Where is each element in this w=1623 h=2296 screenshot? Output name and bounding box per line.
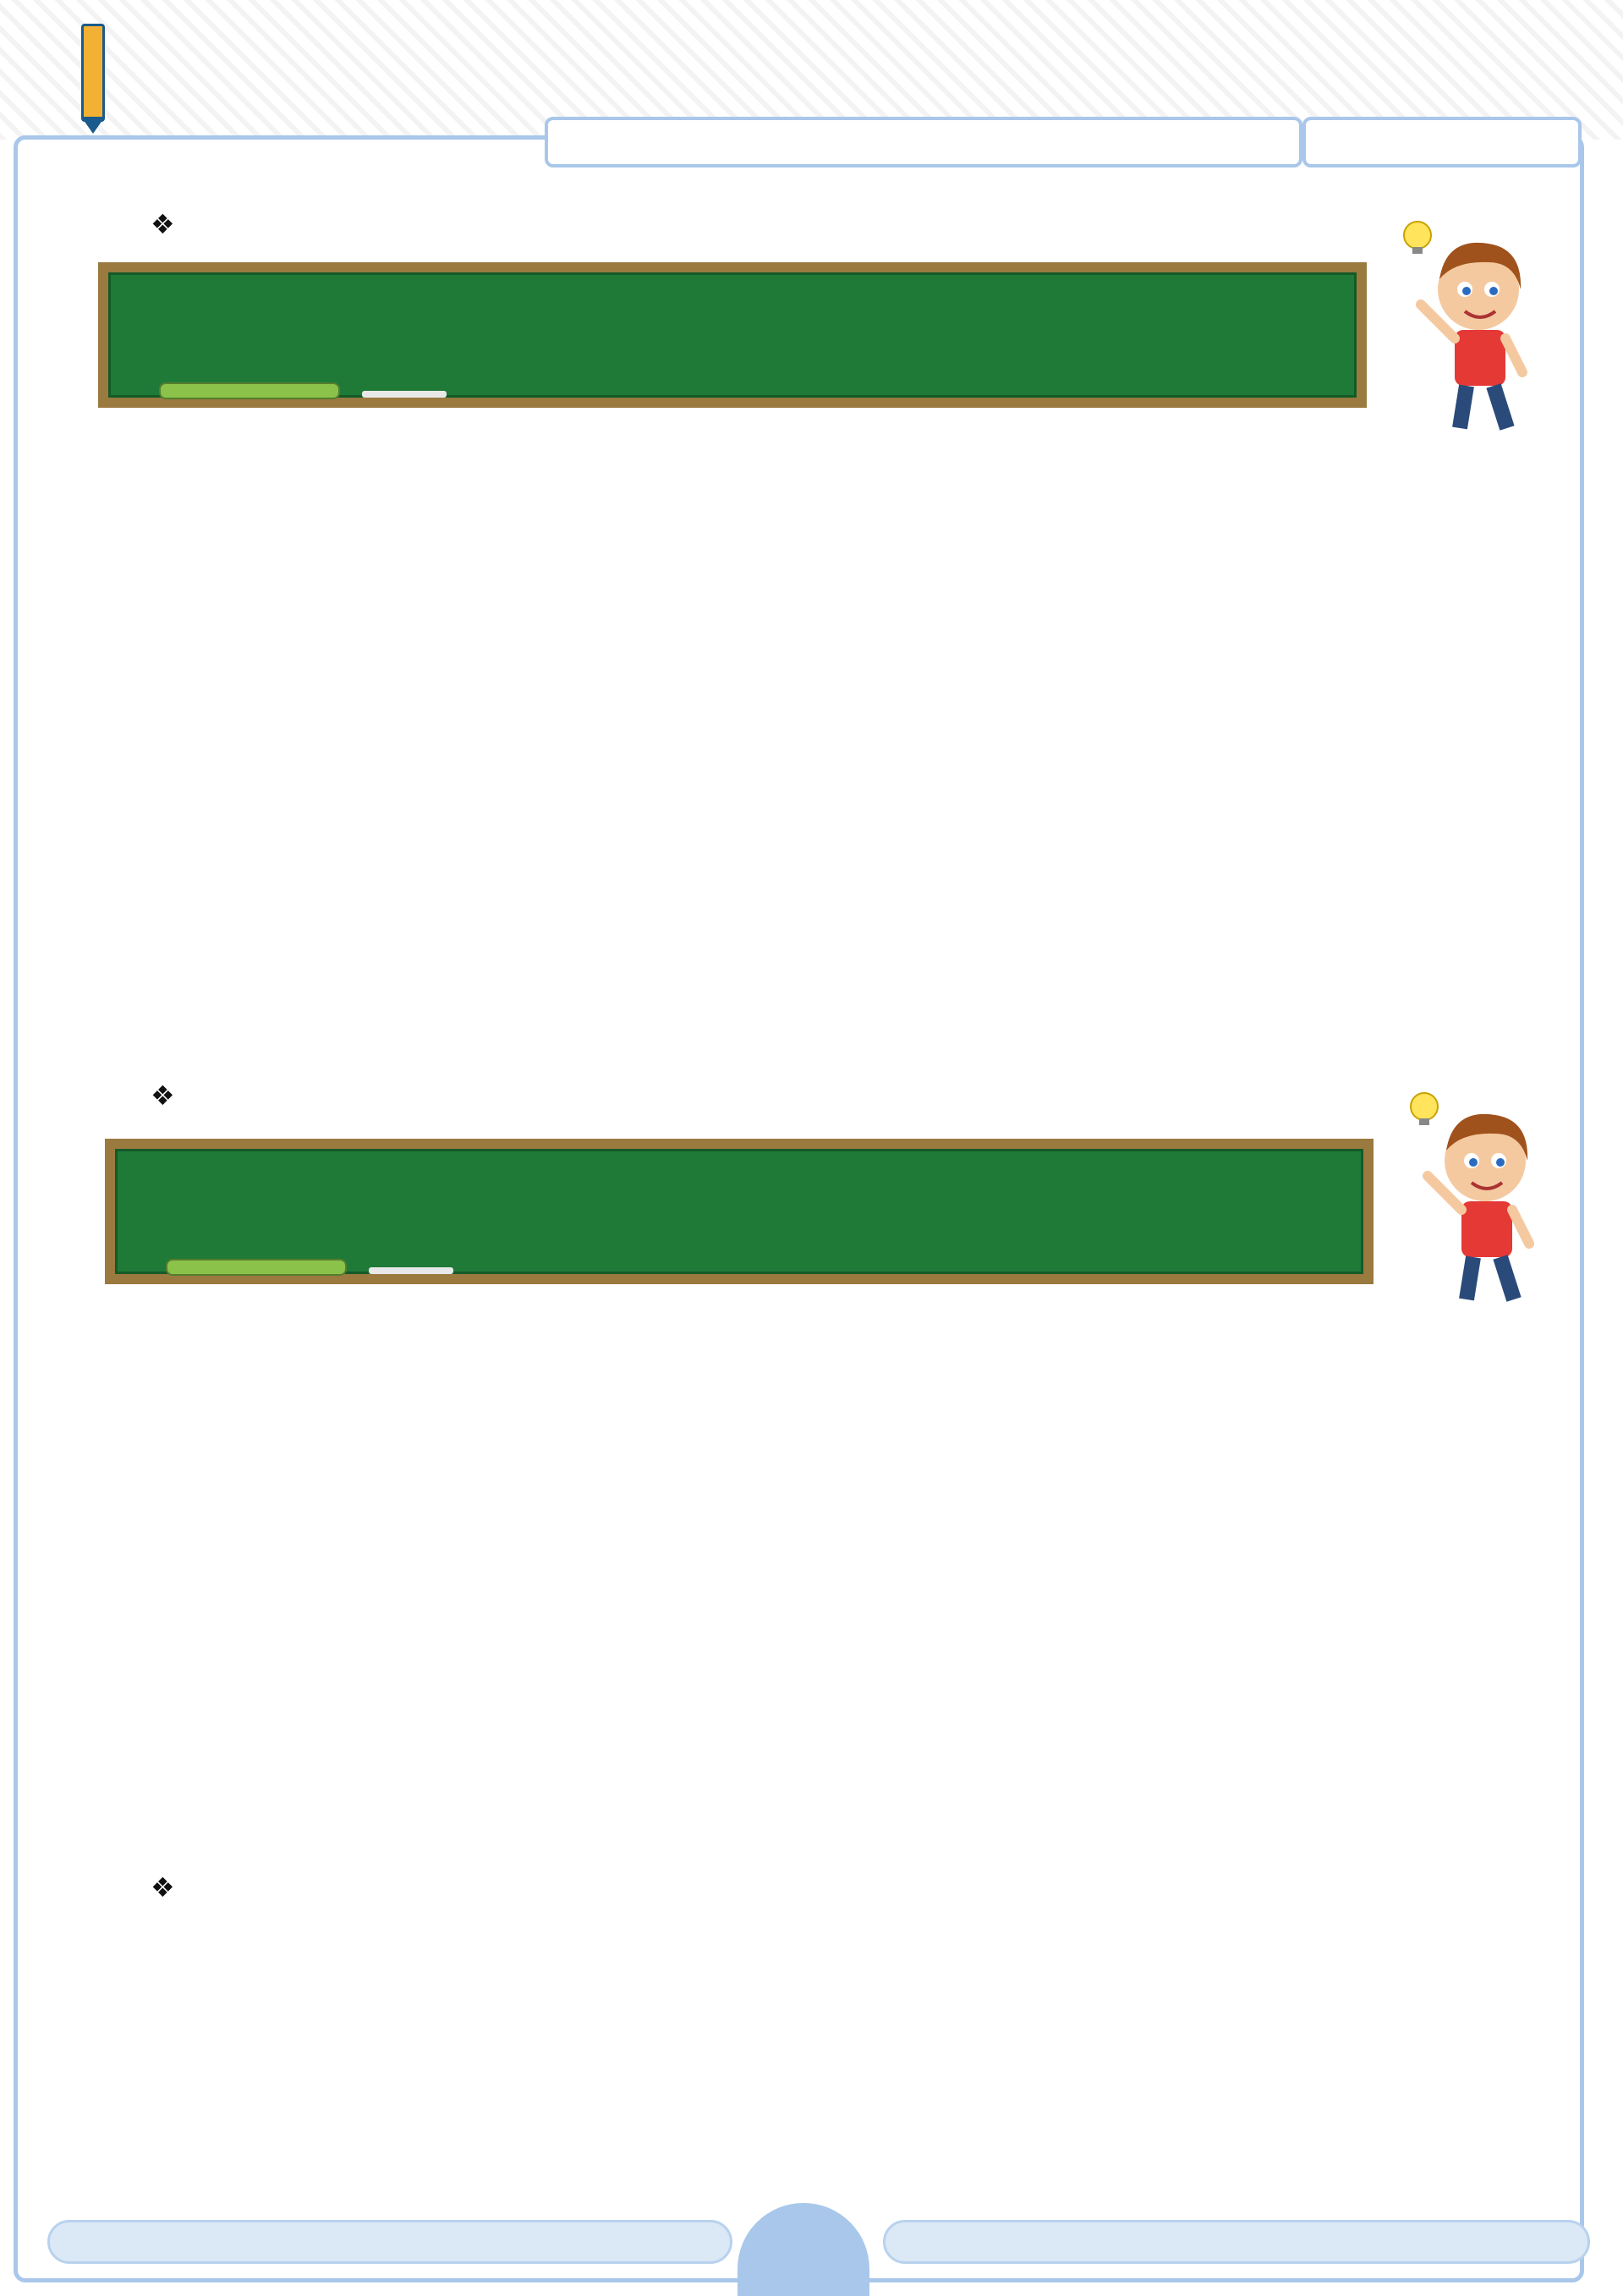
instruction-3: [151, 1871, 194, 1903]
chalk-icon: [369, 1267, 453, 1274]
diamond-bullet-icon: ❖: [151, 1079, 175, 1112]
boy-with-lightbulb-icon: [1394, 1083, 1546, 1311]
footer-publisher: [883, 2220, 1590, 2264]
diamond-bullet-icon: ❖: [151, 1871, 175, 1903]
tab-subject: [1302, 117, 1582, 168]
chalkboard-1: [98, 262, 1367, 408]
footer-author: [47, 2220, 732, 2264]
instruction-1: [151, 208, 194, 240]
tab-weekly: [545, 117, 1302, 168]
chalk-eraser-icon: [159, 382, 340, 399]
chalkboard-2: [105, 1139, 1374, 1284]
chalk-icon: [362, 391, 447, 398]
boy-with-lightbulb-icon: [1387, 211, 1539, 440]
diamond-bullet-icon: ❖: [151, 208, 175, 240]
chalk-eraser-icon: [166, 1259, 347, 1276]
logo: [71, 20, 98, 130]
instruction-2: [151, 1079, 194, 1112]
